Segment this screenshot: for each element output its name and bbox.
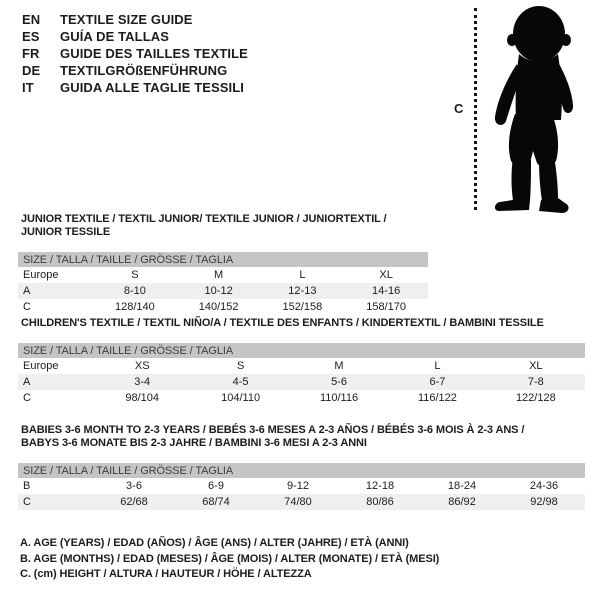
section-title-line2: BABYS 3-6 MONATE BIS 2-3 JAHRE / BAMBINI 3-6 MESI A 2-3 ANNI xyxy=(21,437,367,449)
table-row xyxy=(18,358,585,374)
height-measure-label: C xyxy=(454,101,464,116)
table-cell: XS xyxy=(134,360,150,372)
table-cell: 68/74 xyxy=(202,496,230,508)
table-cell: 128/140 xyxy=(114,301,155,313)
language-row xyxy=(22,79,248,96)
table-row xyxy=(18,390,585,406)
row-label: C xyxy=(23,496,31,508)
table-cell: 14-16 xyxy=(372,285,401,297)
language-code: IT xyxy=(22,80,34,95)
size-header-bar: SIZE / TALLA / TAILLE / GRÖSSE / TAGLIA xyxy=(18,463,585,478)
section-children-textile xyxy=(18,317,585,406)
footnote-c: C. (cm) HEIGHT / ALTURA / HAUTEUR / HÖHE / ALTEZZA xyxy=(20,568,312,580)
table-row xyxy=(18,374,585,390)
language-label: GUIDE DES TAILLES TEXTILE xyxy=(60,46,248,61)
table-cell: 116/122 xyxy=(417,392,457,404)
table-cell: 140/152 xyxy=(198,301,239,313)
footnote-list xyxy=(20,536,439,583)
size-header-bar: SIZE / TALLA / TAILLE / GRÖSSE / TAGLIA xyxy=(18,252,428,267)
table-cell: 92/98 xyxy=(530,496,558,508)
language-code: ES xyxy=(22,29,40,44)
table-cell: 86/92 xyxy=(448,496,476,508)
table-cell: S xyxy=(131,269,139,281)
table-cell: 6-9 xyxy=(208,480,224,492)
table-cell: L xyxy=(299,269,306,281)
children-size-table xyxy=(18,358,585,406)
row-label: Europe xyxy=(23,269,59,281)
row-label: B xyxy=(23,480,31,492)
row-label: A xyxy=(23,285,31,297)
language-row xyxy=(22,45,248,62)
table-row xyxy=(18,494,585,510)
row-label: C xyxy=(23,301,31,313)
language-code: FR xyxy=(22,46,40,61)
section-title: BABIES 3-6 MONTH TO 2-3 YEARS / BEBÉS 3-6 MESES A 2-3 AÑOS / BÉBÉS 3-6 MOIS À 2-3 ANS / xyxy=(21,424,525,436)
language-code: DE xyxy=(22,63,41,78)
section-title: CHILDREN'S TEXTILE / TEXTIL NIÑO/A / TEXTILE DES ENFANTS / KINDERTEXTIL / BAMBINI TESSILE xyxy=(21,317,544,329)
table-cell: 3-6 xyxy=(126,480,142,492)
table-cell: 98/104 xyxy=(125,392,160,404)
row-label: A xyxy=(23,376,31,388)
language-row xyxy=(22,11,248,28)
section-title: JUNIOR TEXTILE / TEXTIL JUNIOR/ TEXTILE JUNIOR / JUNIORTEXTIL / JUNIOR TESSILE xyxy=(21,213,387,238)
table-cell: XL xyxy=(529,360,543,372)
height-measure-dotted-line xyxy=(474,8,477,210)
babies-size-table xyxy=(18,478,585,510)
table-cell: L xyxy=(434,360,441,372)
table-cell: 110/116 xyxy=(319,392,359,404)
language-row xyxy=(22,62,248,79)
baby-silhouette-shape xyxy=(495,6,573,213)
footnote-a: A. AGE (YEARS) / EDAD (AÑOS) / ÂGE (ANS) / ALTER (JAHRE) / ETÀ (ANNI) xyxy=(20,537,409,549)
table-cell: M xyxy=(214,269,224,281)
row-label: Europe xyxy=(23,360,59,372)
language-label: GUIDA ALLE TAGLIE TESSILI xyxy=(60,80,245,95)
size-header-bar: SIZE / TALLA / TAILLE / GRÖSSE / TAGLIA xyxy=(18,343,585,358)
baby-silhouette-image xyxy=(486,4,596,216)
table-cell: 7-8 xyxy=(527,376,544,388)
table-cell: XL xyxy=(379,269,393,281)
table-cell: 24-36 xyxy=(529,480,559,492)
table-cell: 5-6 xyxy=(331,376,347,388)
table-cell: 12-13 xyxy=(288,285,317,297)
table-cell: 122/128 xyxy=(515,392,556,404)
language-row xyxy=(22,28,248,45)
footnote-b: B. AGE (MONTHS) / EDAD (MESES) / ÂGE (MOIS) / ALTER (MONATE) / ETÀ (MESI) xyxy=(20,552,440,565)
row-label: C xyxy=(23,392,31,404)
table-cell: 10-12 xyxy=(204,285,233,297)
language-title-list xyxy=(22,11,248,96)
table-cell: 9-12 xyxy=(286,480,310,492)
table-cell: 62/68 xyxy=(120,496,148,508)
table-cell: S xyxy=(236,360,245,372)
junior-size-table xyxy=(18,267,428,315)
language-label: GUÍA DE TALLAS xyxy=(60,29,170,44)
table-cell: 158/170 xyxy=(366,301,406,313)
table-cell: 4-5 xyxy=(232,376,249,388)
section-junior-textile xyxy=(18,213,428,315)
table-row xyxy=(18,299,428,315)
language-label: TEXTILE SIZE GUIDE xyxy=(60,12,193,27)
section-babies-textile xyxy=(18,424,585,510)
table-cell: 152/158 xyxy=(282,301,323,313)
table-cell: 12-18 xyxy=(365,480,395,492)
language-code: EN xyxy=(22,12,41,27)
table-cell: 80/86 xyxy=(366,496,394,508)
table-cell: 3-4 xyxy=(134,376,151,388)
table-row xyxy=(18,267,428,283)
table-cell: 8-10 xyxy=(123,285,146,297)
table-cell: 74/80 xyxy=(284,496,312,508)
table-cell: 6-7 xyxy=(429,376,446,388)
table-row xyxy=(18,283,428,299)
table-cell: 18-24 xyxy=(447,480,477,492)
language-label: TEXTILGRÖßENFÜHRUNG xyxy=(60,63,228,78)
table-cell: 104/110 xyxy=(221,392,261,404)
table-row xyxy=(18,478,585,494)
table-cell: M xyxy=(334,360,344,372)
